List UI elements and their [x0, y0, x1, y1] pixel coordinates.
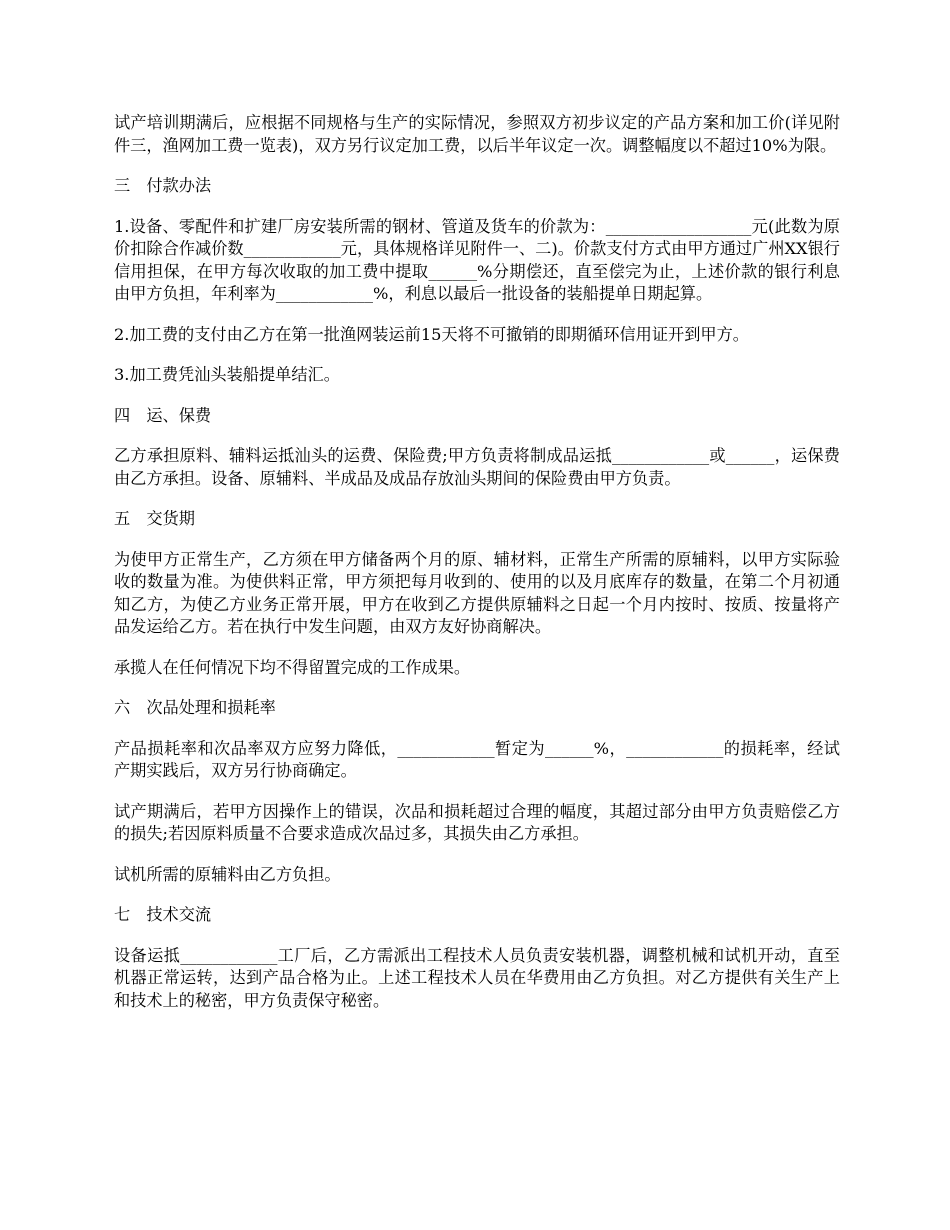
paragraph-payment-letter-of-credit: 2.加工费的支付由乙方在第一批渔网装运前15天将不可撤销的即期循环信用证开到甲方。 — [114, 324, 749, 344]
paragraph-payment-settlement: 3.加工费凭汕头装船提单结汇。 — [114, 365, 340, 384]
paragraph-payment-equipment-price: 1.设备、零配件和扩建厂房安装所需的钢材、管道及货车的价款为：__________________元(此数为原价扣除合作减价数____________元，具体规格详见附件一、二)。价款支付方式由甲方通过广州XX银行信用担保，在甲方每次收取的加工费中提取______%分期偿还，直至偿完为止，上述价款的银行利息由甲方负担，年利率为____________%，利息以最后一批设备的装船提单日期起算。 — [114, 216, 840, 303]
paragraph-technical-exchange: 设备运抵____________工厂后，乙方需派出工程技术人员负责安装机器，调整机械和试机开动，直至机器正常运转，达到产品合格为止。上述工程技术人员在华费用由乙方负担。对乙方提供有关生产上和技术上的秘密，甲方负责保守秘密。 — [114, 945, 840, 1010]
paragraph-freight-insurance: 乙方承担原料、辅料运抵汕头的运费、保险费;甲方负责将制成品运抵____________或______，运保费由乙方承担。设备、原辅料、半成品及成品存放汕头期间的保险费由甲方负责。 — [114, 446, 840, 488]
paragraph-defect-compensation: 试产期满后，若甲方因操作上的错误，次品和损耗超过合理的幅度，其超过部分由甲方负责赔偿乙方的损失;若因原料质量不合要求造成次品过多，其损失由乙方承担。 — [114, 801, 840, 843]
section-heading-defects-loss-rate: 六 次品处理和损耗率 — [114, 698, 276, 717]
section-heading-payment-method: 三 付款办法 — [114, 176, 212, 195]
section-heading-technical-exchange: 七 技术交流 — [114, 905, 212, 924]
section-heading-freight-insurance: 四 运、保费 — [114, 405, 212, 425]
paragraph-trial-materials: 试机所需的原辅料由乙方负担。 — [114, 864, 341, 884]
paragraph-delivery-materials: 为使甲方正常生产，乙方须在甲方储备两个月的原、辅材料，正常生产所需的原辅料，以甲方实际验收的数量为准。为使供料正常，甲方须把每月收到的、使用的以及月底库存的数量，在第二个月初通知乙方，为使乙方业务正常开展，甲方在收到乙方提供原辅料之日起一个月内按时、按质、按量将产品发运给乙方。若在执行中发生问题，由双方友好协商解决。 — [114, 549, 840, 636]
paragraph-trial-processing-fee: 试产培训期满后，应根据不同规格与生产的实际情况，参照双方初步议定的产品方案和加工价(详见附件三，渔网加工费一览表)，双方另行议定加工费，以后半年议定一次。调整幅度以不超过10%为限。 — [114, 113, 840, 155]
paragraph-loss-rate: 产品损耗率和次品率双方应努力降低，____________暂定为______%，____________的损耗率，经试产期实践后，双方另行协商确定。 — [114, 738, 840, 780]
section-heading-delivery-period: 五 交货期 — [114, 509, 195, 528]
paragraph-no-lien: 承揽人在任何情况下均不得留置完成的工作成果。 — [114, 657, 471, 677]
document-page — [114, 112, 840, 1030]
